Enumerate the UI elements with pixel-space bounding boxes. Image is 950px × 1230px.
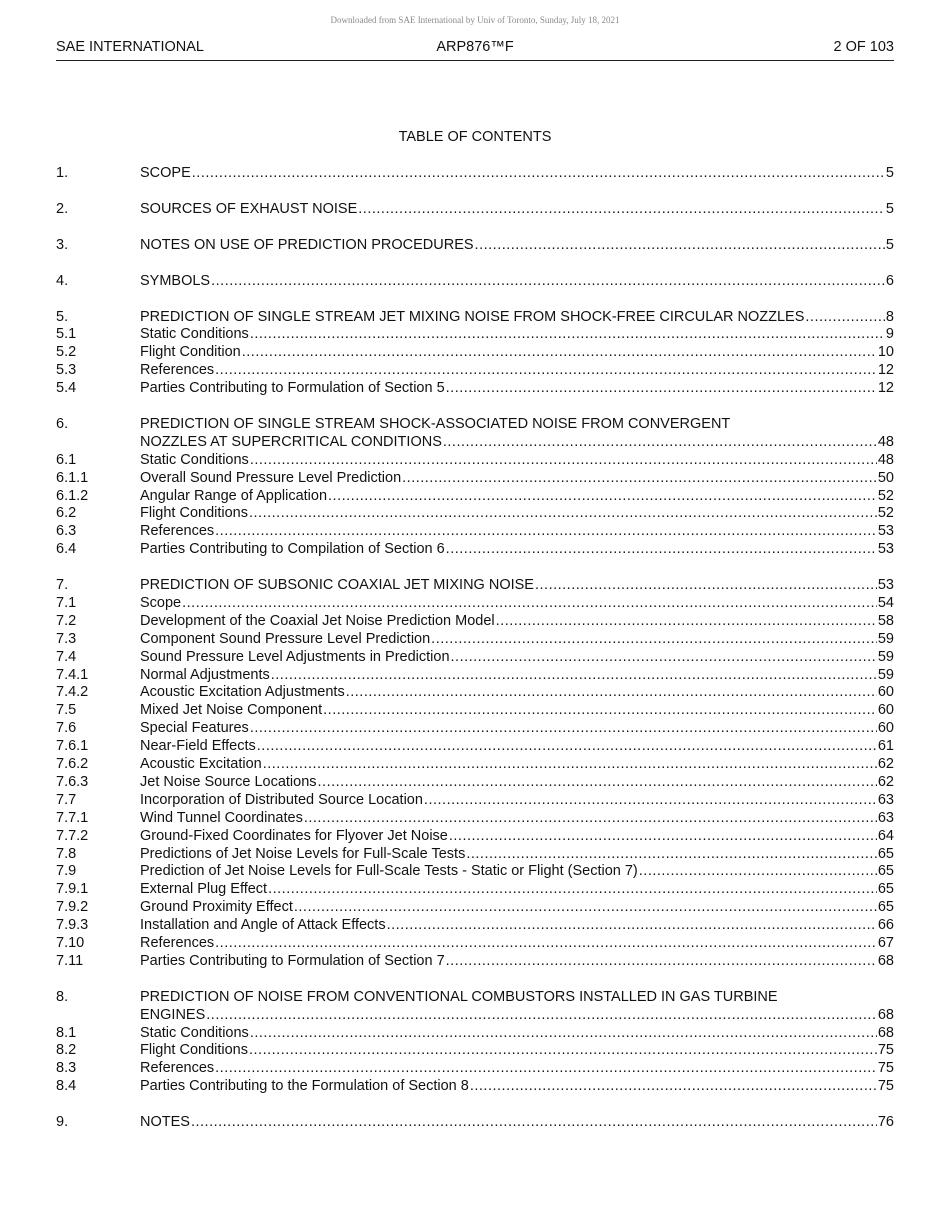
toc-entry-title: External Plug Effect <box>140 881 268 898</box>
toc-entry-number: 7.8 <box>56 845 77 862</box>
toc-entry-page: 65 <box>877 899 894 916</box>
toc-entry-page: 61 <box>877 738 894 755</box>
toc-entry-page: 64 <box>877 827 894 844</box>
toc-entry[interactable] <box>56 201 894 219</box>
toc-entry-page: 63 <box>877 809 894 826</box>
dot-leader <box>443 434 877 452</box>
toc-section-group <box>56 989 894 1096</box>
toc-entry-page: 59 <box>877 630 894 647</box>
toc-entry-title: SOURCES OF EXHAUST NOISE <box>140 200 358 217</box>
toc-entry-page: 5 <box>885 236 894 253</box>
dot-leader <box>470 1078 877 1096</box>
toc-entry-title: Mixed Jet Noise Component <box>140 702 323 719</box>
toc-entry[interactable] <box>56 702 894 720</box>
dot-leader <box>206 1007 877 1025</box>
toc-section-group <box>56 1114 894 1132</box>
page-number: 2 OF 103 <box>833 39 894 55</box>
toc-entry[interactable] <box>56 935 894 953</box>
toc-entry-number: 7.7 <box>56 791 77 808</box>
toc-entry-number: 7.9.3 <box>56 917 89 934</box>
toc-entry-page: 60 <box>877 684 894 701</box>
dot-leader <box>402 470 877 488</box>
dot-leader <box>475 237 885 255</box>
toc-entry[interactable] <box>56 863 894 881</box>
toc-entry[interactable] <box>56 165 894 183</box>
toc-entry[interactable] <box>56 416 894 452</box>
toc-entry-page: 65 <box>877 845 894 862</box>
toc-entry-number: 7.9 <box>56 863 77 880</box>
toc-entry[interactable] <box>56 881 894 899</box>
toc-entry[interactable] <box>56 738 894 756</box>
toc-entry-number: 8.4 <box>56 1078 77 1095</box>
toc-entry-page: 75 <box>877 1060 894 1077</box>
dot-leader <box>215 362 877 380</box>
toc-entry-page: 53 <box>877 541 894 558</box>
toc-entry-number: 6.3 <box>56 523 77 540</box>
toc-entry-page: 68 <box>877 1006 894 1023</box>
toc-entry-number: 7.6.3 <box>56 773 89 790</box>
toc-entry-number: 8.3 <box>56 1060 77 1077</box>
toc-entry[interactable] <box>56 1078 894 1096</box>
toc-entry-title: Static Conditions <box>140 451 249 468</box>
toc-entry[interactable] <box>56 720 894 738</box>
toc-entry-page: 8 <box>885 308 894 325</box>
toc-entry-page: 66 <box>877 917 894 934</box>
toc-entry-title: PREDICTION OF SUBSONIC COAXIAL JET MIXING NOISE <box>140 577 534 594</box>
toc-entry-page: 68 <box>877 1024 894 1041</box>
toc-entry-number: 6.1.1 <box>56 469 89 486</box>
toc-entry-page: 48 <box>877 451 894 468</box>
dot-leader <box>387 917 877 935</box>
toc-entry-title: Installation and Angle of Attack Effects <box>140 917 386 934</box>
toc-entry-title: Parties Contributing to the Formulation of Section 8 <box>140 1078 469 1095</box>
toc-entry[interactable] <box>56 273 894 291</box>
toc-entry-title: Sound Pressure Level Adjustments in Prediction <box>140 648 450 665</box>
toc-entry[interactable] <box>56 685 894 703</box>
dot-leader <box>449 828 877 846</box>
toc-entry-page: 52 <box>877 487 894 504</box>
toc-entry-title: Parties Contributing to Compilation of Section 6 <box>140 541 445 558</box>
toc-entry-title: Acoustic Excitation <box>140 756 262 773</box>
dot-leader <box>466 846 877 864</box>
toc-entry-number: 7.6 <box>56 720 77 737</box>
dot-leader <box>242 344 877 362</box>
toc-entry[interactable] <box>56 792 894 810</box>
toc-entry-title: Component Sound Pressure Level Prediction <box>140 630 431 647</box>
toc-entry-title: Static Conditions <box>140 1024 249 1041</box>
toc-entry[interactable] <box>56 828 894 846</box>
toc-entry-title: Static Conditions <box>140 326 249 343</box>
toc-entry-title: Jet Noise Source Locations <box>140 773 317 790</box>
dot-leader <box>323 702 877 720</box>
toc-entry-title: PREDICTION OF NOISE FROM CONVENTIONAL COMBUSTORS INSTALLED IN GAS TURBINE <box>140 988 778 1005</box>
toc-entry-number: 7.1 <box>56 595 77 612</box>
toc-entry[interactable] <box>56 810 894 828</box>
toc-entry[interactable] <box>56 344 894 362</box>
dot-leader <box>182 595 877 613</box>
dot-leader <box>250 452 877 470</box>
toc-entry[interactable] <box>56 326 894 344</box>
toc-entry-page: 65 <box>877 881 894 898</box>
toc-entry-page: 12 <box>877 362 894 379</box>
toc-entry-number: 7.3 <box>56 630 77 647</box>
toc-entry[interactable] <box>56 1025 894 1043</box>
toc-entry[interactable] <box>56 631 894 649</box>
toc-entry[interactable] <box>56 667 894 685</box>
toc-entry[interactable] <box>56 1114 894 1132</box>
toc-entry-title: NOTES ON USE OF PREDICTION PROCEDURES <box>140 236 474 253</box>
toc-entry-title: Flight Condition <box>140 344 241 361</box>
toc-entry-page: 75 <box>877 1078 894 1095</box>
toc-entry[interactable] <box>56 613 894 631</box>
toc-entry-page: 48 <box>877 433 894 450</box>
toc-entry-number: 6.2 <box>56 505 77 522</box>
toc-entry-title: References <box>140 523 215 540</box>
toc-entry-page: 63 <box>877 791 894 808</box>
toc-entry-page: 53 <box>877 577 894 594</box>
toc-entry-number: 5. <box>56 308 69 325</box>
dot-leader <box>328 488 877 506</box>
toc-entry-title-continued: ENGINES <box>140 1006 206 1023</box>
toc-section-group <box>56 577 894 971</box>
toc-entry-title: PREDICTION OF SINGLE STREAM SHOCK-ASSOCIATED NOISE FROM CONVERGENT <box>140 416 731 432</box>
toc-entry-title: Parties Contributing to Formulation of Section 5 <box>140 380 445 397</box>
download-watermark: Downloaded from SAE International by Univ of Toronto, Sunday, July 18, 2021 <box>330 15 620 25</box>
dot-leader <box>535 577 877 595</box>
dot-leader <box>263 756 877 774</box>
toc-entry[interactable] <box>56 452 894 470</box>
toc-entry[interactable] <box>56 649 894 667</box>
dot-leader <box>431 631 877 649</box>
toc-section-group <box>56 416 894 559</box>
toc-entry-title-continued: NOZZLES AT SUPERCRITICAL CONDITIONS <box>140 433 442 450</box>
toc-entry-title: Near-Field Effects <box>140 738 256 755</box>
toc-entry-number: 7.6.2 <box>56 756 89 773</box>
toc-entry-number: 5.3 <box>56 362 77 379</box>
toc-entry-number: 5.2 <box>56 344 77 361</box>
toc-entry-number: 6.4 <box>56 541 77 558</box>
toc-entry-number: 5.4 <box>56 380 77 397</box>
toc-entry-page: 58 <box>877 612 894 629</box>
toc-entry-title: Flight Conditions <box>140 1042 248 1059</box>
toc-entry[interactable] <box>56 774 894 792</box>
toc-entry-number: 8.1 <box>56 1024 77 1041</box>
toc-entry[interactable] <box>56 756 894 774</box>
toc-entry-number: 7.4.1 <box>56 666 89 683</box>
toc-entry[interactable] <box>56 1060 894 1078</box>
toc-entry-number: 7.11 <box>56 952 84 969</box>
toc-entry-page: 67 <box>877 934 894 951</box>
toc-entry-title: References <box>140 934 215 951</box>
toc-entry[interactable] <box>56 899 894 917</box>
dot-leader <box>358 201 885 219</box>
toc-entry-title: SYMBOLS <box>140 272 211 289</box>
toc-entry-title: Scope <box>140 595 182 612</box>
toc-entry[interactable] <box>56 577 894 595</box>
toc-entry-number: 8. <box>56 988 69 1005</box>
toc-entry-page: 54 <box>877 595 894 612</box>
toc-entry[interactable] <box>56 237 894 255</box>
toc-entry-page: 62 <box>877 773 894 790</box>
toc-entry-title: References <box>140 362 215 379</box>
toc-entry-number: 7.7.2 <box>56 827 89 844</box>
dot-leader <box>271 667 877 685</box>
page-header <box>56 38 894 61</box>
toc-entry-number: 7.5 <box>56 702 77 719</box>
dot-leader <box>639 863 877 881</box>
toc-entry-number: 3. <box>56 236 69 253</box>
toc-entry-number: 7.7.1 <box>56 809 89 826</box>
toc-section-group <box>56 309 894 398</box>
toc-entry-number: 9. <box>56 1114 69 1131</box>
toc-entry-page: 5 <box>885 200 894 217</box>
toc-entry-title: Overall Sound Pressure Level Prediction <box>140 469 402 486</box>
toc-entry-number: 7.9.2 <box>56 899 89 916</box>
toc-entry-number: 1. <box>56 164 69 181</box>
toc-entry-title: Normal Adjustments <box>140 666 270 683</box>
toc-entry[interactable] <box>56 523 894 541</box>
dot-leader <box>250 1025 877 1043</box>
dot-leader <box>211 273 885 291</box>
toc-entry-number: 7. <box>56 577 69 594</box>
toc-entry-page: 5 <box>885 164 894 181</box>
dot-leader <box>446 541 877 559</box>
toc-entry-page: 68 <box>877 952 894 969</box>
dot-leader <box>424 792 877 810</box>
toc-entry-title: NOTES <box>140 1114 190 1131</box>
toc-entry[interactable] <box>56 1042 894 1060</box>
toc-entry-page: 65 <box>877 863 894 880</box>
dot-leader <box>294 899 877 917</box>
table-of-contents <box>56 165 894 1150</box>
dot-leader <box>451 649 877 667</box>
toc-title: TABLE OF CONTENTS <box>398 129 552 145</box>
dot-leader <box>268 881 877 899</box>
dot-leader <box>249 505 877 523</box>
toc-entry[interactable] <box>56 846 894 864</box>
toc-entry-page: 60 <box>877 702 894 719</box>
toc-entry[interactable] <box>56 380 894 398</box>
publisher-name: SAE INTERNATIONAL <box>56 39 204 55</box>
toc-section-group <box>56 165 894 183</box>
toc-entry-title: Angular Range of Application <box>140 487 328 504</box>
dot-leader <box>215 523 877 541</box>
toc-entry[interactable] <box>56 953 894 971</box>
toc-entry-number: 7.4 <box>56 648 77 665</box>
toc-entry-page: 52 <box>877 505 894 522</box>
toc-entry-title: Ground-Fixed Coordinates for Flyover Jet Noise <box>140 827 448 844</box>
toc-entry-title: Wind Tunnel Coordinates <box>140 809 303 826</box>
dot-leader <box>250 326 885 344</box>
toc-entry[interactable] <box>56 541 894 559</box>
toc-entry-title: Flight Conditions <box>140 505 248 522</box>
dot-leader <box>446 953 877 971</box>
toc-entry-page: 53 <box>877 523 894 540</box>
dot-leader <box>192 165 885 183</box>
toc-entry-number: 5.1 <box>56 326 77 343</box>
toc-entry-title: PREDICTION OF SINGLE STREAM JET MIXING NOISE FROM SHOCK-FREE CIRCULAR NOZZLES <box>140 308 805 325</box>
toc-entry[interactable] <box>56 470 894 488</box>
toc-entry-number: 6. <box>56 416 69 433</box>
toc-entry-page: 10 <box>877 344 894 361</box>
dot-leader <box>191 1114 877 1132</box>
toc-entry[interactable] <box>56 595 894 613</box>
toc-section-group <box>56 237 894 255</box>
toc-entry-title: Incorporation of Distributed Source Location <box>140 791 423 808</box>
dot-leader <box>805 309 885 327</box>
toc-entry-number: 7.10 <box>56 934 85 951</box>
dot-leader <box>304 810 877 828</box>
dot-leader <box>257 738 877 756</box>
toc-entry-number: 6.1 <box>56 451 77 468</box>
toc-entry-page: 62 <box>877 756 894 773</box>
toc-entry-page: 9 <box>885 326 894 343</box>
toc-entry-number: 7.2 <box>56 612 77 629</box>
toc-entry-title: Prediction of Jet Noise Levels for Full-Scale Tests - Static or Flight (Section 7) <box>140 863 638 880</box>
toc-entry-number: 4. <box>56 272 69 289</box>
toc-entry-title: Predictions of Jet Noise Levels for Full-Scale Tests <box>140 845 466 862</box>
toc-entry-page: 75 <box>877 1042 894 1059</box>
toc-entry-page: 59 <box>877 666 894 683</box>
toc-entry-page: 50 <box>877 469 894 486</box>
toc-entry[interactable] <box>56 362 894 380</box>
toc-entry-number: 2. <box>56 200 69 217</box>
toc-entry-page: 12 <box>877 380 894 397</box>
toc-entry-title: Special Features <box>140 720 249 737</box>
dot-leader <box>496 613 877 631</box>
toc-entry-number: 6.1.2 <box>56 487 89 504</box>
toc-entry-page: 59 <box>877 648 894 665</box>
document-number: ARP876™F <box>436 39 514 55</box>
toc-entry[interactable] <box>56 989 894 1025</box>
dot-leader <box>215 1060 877 1078</box>
toc-entry-title: References <box>140 1060 215 1077</box>
toc-entry-number: 7.6.1 <box>56 738 89 755</box>
toc-entry-title: Parties Contributing to Formulation of Section 7 <box>140 952 445 969</box>
dot-leader <box>346 684 877 702</box>
toc-entry-title: Ground Proximity Effect <box>140 899 293 916</box>
toc-entry-number: 8.2 <box>56 1042 77 1059</box>
dot-leader <box>446 380 877 398</box>
toc-entry-page: 6 <box>885 272 894 289</box>
toc-entry-page: 60 <box>877 720 894 737</box>
toc-section-group <box>56 201 894 219</box>
toc-entry[interactable] <box>56 505 894 523</box>
toc-entry-title: Acoustic Excitation Adjustments <box>140 684 345 701</box>
dot-leader <box>249 1042 877 1060</box>
dot-leader <box>318 774 877 792</box>
toc-entry-number: 7.9.1 <box>56 881 89 898</box>
dot-leader <box>215 935 877 953</box>
toc-entry[interactable] <box>56 917 894 935</box>
toc-entry-number: 7.4.2 <box>56 684 89 701</box>
toc-entry[interactable] <box>56 309 894 327</box>
toc-entry-title: Development of the Coaxial Jet Noise Prediction Model <box>140 612 495 629</box>
toc-entry-page: 76 <box>877 1114 894 1131</box>
toc-entry-title: SCOPE <box>140 164 191 181</box>
toc-entry[interactable] <box>56 488 894 506</box>
toc-section-group <box>56 273 894 291</box>
dot-leader <box>250 720 877 738</box>
